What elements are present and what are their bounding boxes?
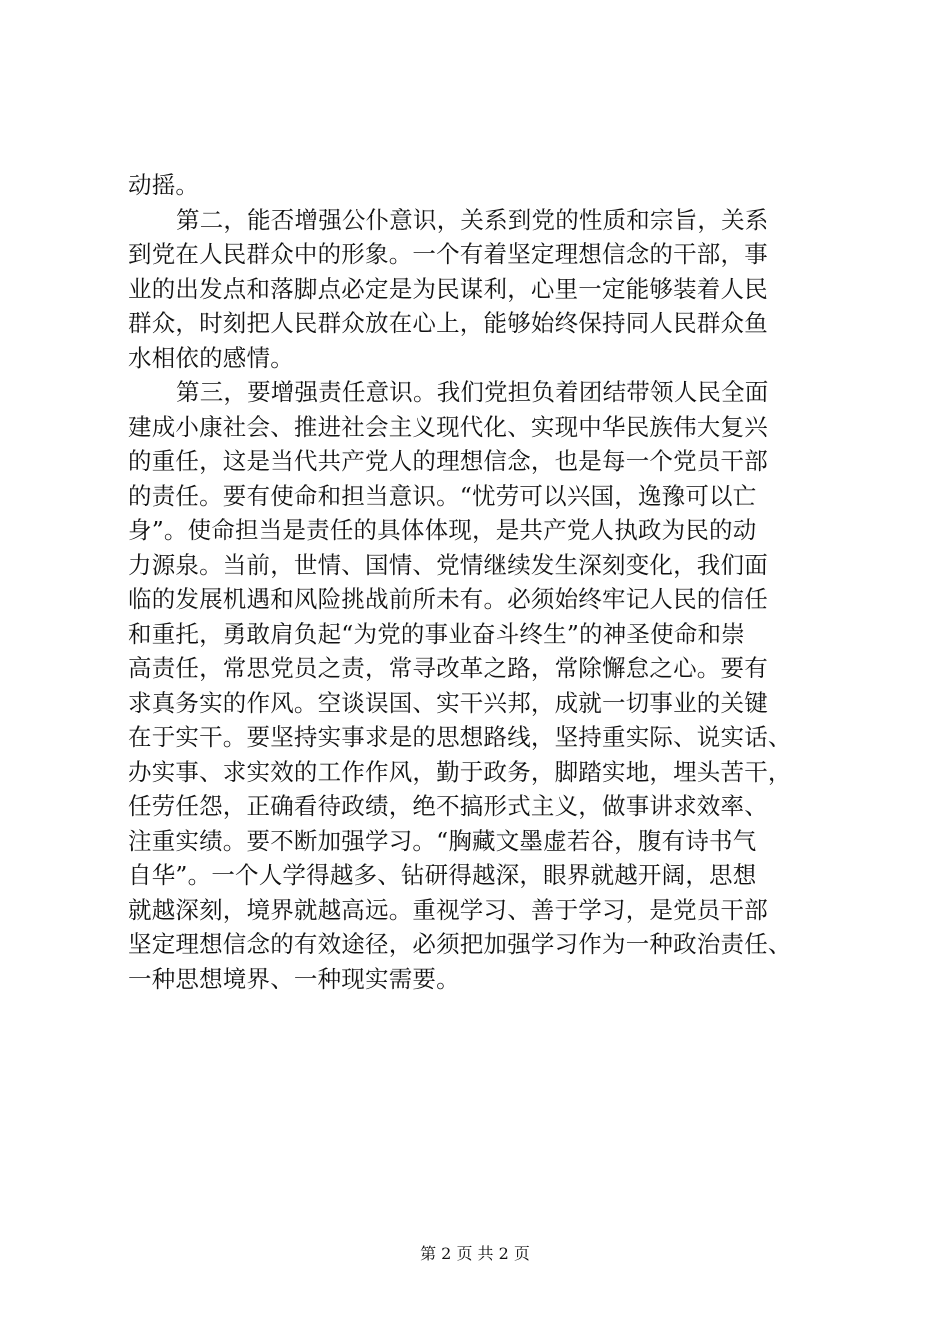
text-line: 群众，时刻把人民群众放在心上，能够始终保持同人民群众鱼 (128, 309, 768, 337)
text-line: 建成小康社会、推进社会主义现代化、实现中华民族伟大复兴 (128, 412, 768, 441)
text-line: 任劳任怨，正确看待政绩，绝不搞形式主义，做事讲求效率、 (128, 792, 768, 820)
text-line: 力源泉。当前，世情、国情、党情继续发生深刻变化，我们面 (128, 550, 768, 579)
text-line: 自华”。一个人学得越多、钻研得越深，眼界就越开阔，思想 (128, 861, 757, 889)
text-line: 和重托，勇敢肩负起“为党的事业奋斗终生”的神圣使命和崇 (128, 619, 745, 648)
text-line: 坚定理想信念的有效途径，必须把加强学习作为一种政治责任、 (128, 930, 792, 958)
document-body (128, 168, 828, 996)
text-line: 业的出发点和落脚点必定是为民谋利，心里一定能够装着人民 (128, 274, 768, 303)
text-line: 就越深刻，境界就越高远。重视学习、善于学习，是党员干部 (128, 895, 768, 924)
text-line: 一种思想境界、一种现实需要。 (128, 964, 460, 993)
text-line: 的重任，这是当代共产党人的理想信念，也是每一个党员干部 (128, 447, 768, 475)
paragraph-3-start: 第三，要增强责任意识。我们党担负着团结带领人民全面 (176, 378, 769, 406)
text-line: 临的发展机遇和风险挑战前所未有。必须始终牢记人民的信任 (128, 585, 768, 613)
text-line: 的责任。要有使命和担当意识。“忧劳可以兴国，逸豫可以亡 (128, 481, 757, 510)
text-line: 注重实绩。要不断加强学习。“胸藏文墨虚若谷，腹有诗书气 (128, 826, 757, 855)
text-line: 办实事、求实效的工作作风，勤于政务，脚踏实地，埋头苦干， (128, 757, 792, 786)
text-line: 高责任，常思党员之责，常寻改革之路，常除懈怠之心。要有 (128, 654, 768, 682)
text-line: 动摇。 (128, 171, 200, 199)
page-number-footer: 第 2 页 共 2 页 (420, 1244, 530, 1263)
text-line: 水相依的感情。 (128, 343, 294, 372)
text-line: 身”。使命担当是责任的具体体现，是共产党人执政为民的动 (128, 516, 757, 544)
text-line: 在于实干。要坚持实事求是的思想路线，坚持重实际、说实话、 (128, 723, 792, 751)
paragraph-2-start: 第二，能否增强公仆意识，关系到党的性质和宗旨，关系 (176, 205, 769, 234)
text-line: 求真务实的作风。空谈误国、实干兴邦，成就一切事业的关键 (128, 688, 768, 717)
text-line: 到党在人民群众中的形象。一个有着坚定理想信念的干部，事 (128, 240, 768, 268)
